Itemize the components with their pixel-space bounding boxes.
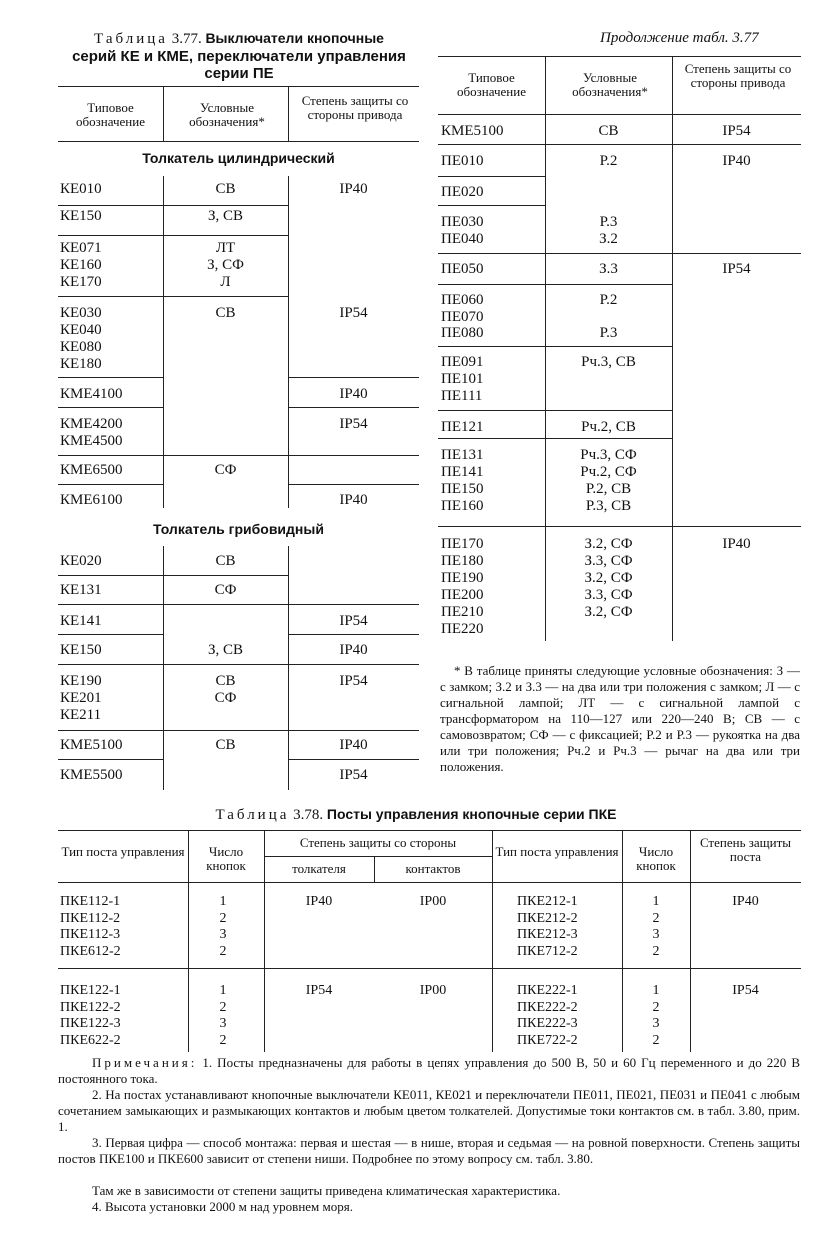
post-type: ПКЕ112-2: [60, 910, 121, 926]
row-symbol: ЛТ: [215, 240, 236, 256]
row-symbol: СВ: [598, 123, 619, 139]
post-type: ПКЕ612-2: [60, 943, 121, 959]
row-type: ПЕ060: [441, 292, 484, 308]
row-divider: [545, 144, 672, 145]
row-symbol: Р.3, СВ: [585, 498, 632, 514]
post-type: ПКЕ722-2: [517, 1032, 578, 1048]
row-divider: [58, 205, 163, 206]
button-count: 3: [219, 927, 227, 943]
header-protection-group: Степень защиты со стороны: [299, 835, 457, 850]
caption-title-2: серий КЕ и КМЕ, переключатели управления: [72, 48, 406, 65]
row-symbol: Л: [220, 274, 231, 290]
contacts-protection: IP00: [419, 894, 447, 909]
row-symbol: Рч.2, СВ: [581, 419, 636, 435]
row-divider: [58, 377, 163, 378]
row-protection: IP54: [339, 673, 368, 689]
row-divider: [58, 296, 163, 297]
row-divider: [438, 205, 545, 206]
footnote: * В таблице приняты следующие условные обозначения: З — с замком; З.2 и З.3 — на два или три положения с замком; Л — с сигнальной лампой; ЛТ — с сигнальной лампой с трансформатором на 110—127 или 220—240 В; СВ — с самовозвратом; СФ — с фиксацией; Р.2 и Р.3 — рукоятка на два или три положения; Рч.2 и Рч.3 — рычаг на два или три положения.: [440, 663, 800, 774]
caption-word-78: Таблица: [215, 807, 290, 823]
section-cylindrical: Толкатель цилиндрический: [142, 150, 335, 166]
row-divider: [545, 346, 672, 347]
row-type: КЕ020: [60, 553, 102, 569]
row-divider: [163, 205, 288, 206]
caption-title-1: Выключатели кнопочные: [205, 30, 384, 46]
row-divider: [288, 759, 419, 760]
row-symbol: СФ: [214, 690, 237, 706]
row-type: ПЕ200: [441, 587, 484, 603]
row-divider: [438, 144, 545, 145]
row-type: ПЕ141: [441, 464, 484, 480]
button-count: 2: [652, 999, 660, 1015]
note-3: 3. Первая цифра — способ монтажа: первая и шестая — в нише, вторая и седьмая — на ровной поверхности. Степень защиты постов ПКЕ100 и ПКЕ600 зависит от степени ниши. Подробнее по этому вопросу см. табл. 3.80.: [58, 1135, 800, 1166]
row-type: ПЕ150: [441, 481, 484, 497]
table-3-78-caption: [0, 806, 832, 824]
row-divider: [288, 377, 419, 378]
row-type: ПЕ070: [441, 309, 484, 325]
row-symbol: Р.3: [599, 325, 618, 341]
row-type: КЕ150: [60, 208, 102, 224]
row-symbol: Рч.2, СФ: [580, 464, 637, 480]
post-type: ПКЕ112-3: [60, 927, 121, 943]
post-type: ПКЕ212-3: [517, 927, 578, 943]
row-symbol: Рч.3, СВ: [581, 354, 636, 370]
row-type: КЕ010: [60, 181, 102, 197]
header-sub-line: [264, 856, 492, 857]
row-divider: [545, 284, 672, 285]
column-divider: [492, 830, 493, 1052]
row-type: КЕ080: [60, 339, 102, 355]
row-symbol: СФ: [214, 462, 237, 478]
caption-number-78: 3.78.: [293, 807, 324, 823]
row-type: КМЕ5100: [441, 123, 504, 139]
row-type: ПЕ010: [441, 153, 484, 169]
post-type: ПКЕ222-3: [517, 1016, 578, 1032]
row-type: ПЕ190: [441, 570, 484, 586]
row-divider: [438, 253, 545, 254]
row-type: КЕ071: [60, 240, 102, 256]
button-count: 2: [652, 943, 660, 959]
row-type: КЕ180: [60, 356, 102, 372]
post-type: ПКЕ222-2: [517, 999, 578, 1015]
header-post-protection: Степень защиты поста: [699, 835, 792, 864]
row-divider: [438, 176, 545, 177]
row-symbol: Рч.3, СФ: [580, 447, 637, 463]
row-type: КЕ150: [60, 642, 102, 658]
button-count: 1: [652, 983, 660, 998]
row-protection: IP54: [339, 613, 368, 629]
row-divider: [288, 634, 419, 635]
row-protection: IP40: [722, 536, 751, 552]
row-type: КМЕ4200: [60, 416, 123, 432]
row-divider: [545, 410, 672, 411]
row-type: КЕ131: [60, 582, 102, 598]
header-buttons-2: Число кнопок: [636, 844, 676, 873]
button-count: 2: [219, 999, 227, 1015]
row-symbol: СВ: [215, 305, 236, 321]
row-divider: [58, 664, 163, 665]
row-protection: IP54: [339, 416, 368, 432]
section-mushroom: Толкатель грибовидный: [153, 521, 324, 537]
row-type: КЕ201: [60, 690, 102, 706]
row-divider: [545, 253, 672, 254]
button-count: 1: [219, 894, 227, 909]
row-divider: [163, 575, 288, 576]
button-count: 3: [652, 1016, 660, 1032]
row-divider: [438, 526, 545, 527]
right-header-type: Типовое обозначение: [457, 70, 526, 99]
row-type: КМЕ6500: [60, 462, 123, 478]
row-divider: [163, 296, 288, 297]
row-symbol: СФ: [214, 582, 237, 598]
note-3b: Там же в зависимости от степени защиты приведена климатическая характеристика.: [92, 1183, 561, 1198]
row-divider: [58, 407, 163, 408]
button-count: 3: [652, 927, 660, 943]
row-type: КЕ141: [60, 613, 102, 629]
row-divider: [438, 284, 545, 285]
row-type: КМЕ4500: [60, 433, 123, 449]
row-divider: [672, 144, 801, 145]
row-divider: [163, 730, 288, 731]
row-symbol: З.3, СФ: [584, 587, 633, 603]
button-count: 1: [652, 894, 660, 909]
header-pusher: толкателя: [292, 861, 346, 876]
row-type: ПЕ170: [441, 536, 484, 552]
row-symbol: Р.2, СВ: [585, 481, 632, 497]
pusher-protection: IP40: [305, 894, 333, 909]
post-type: ПКЕ212-2: [517, 910, 578, 926]
note-2: 2. На постах устанавливают кнопочные выключатели КЕ011, КЕ021 и переключатели ПЕ011, ПЕ021, ПЕ031 и ПЕ041 с любым сочетанием замыкающих и размыкающих контактов и любым цветом толкателей. Допустимые токи контактов см. в табл. 3.80, прим. 1.: [58, 1087, 800, 1134]
post-type: ПКЕ222-1: [517, 983, 578, 998]
row-type: КМЕ6100: [60, 492, 123, 508]
row-type: КМЕ4100: [60, 386, 123, 402]
row-symbol: З, СВ: [207, 208, 244, 224]
row-symbol: СВ: [215, 181, 236, 197]
header-type: Типовое обозначение: [76, 100, 145, 129]
row-symbol: Р.3: [599, 214, 618, 230]
row-type: ПЕ210: [441, 604, 484, 620]
row-divider: [58, 484, 163, 485]
caption-word: Таблица: [94, 31, 168, 47]
row-type: КЕ190: [60, 673, 102, 689]
row-symbol: З.2, СФ: [584, 570, 633, 586]
row-symbol: З, СВ: [207, 642, 244, 658]
row-type: ПЕ040: [441, 231, 484, 247]
row-divider: [438, 346, 545, 347]
header-protection: Степень защиты со стороны привода: [301, 93, 409, 122]
row-divider: [163, 455, 288, 456]
header-buttons: Число кнопок: [206, 844, 246, 873]
row-divider: [545, 438, 672, 439]
row-symbol: З.3, СФ: [584, 553, 633, 569]
row-divider: [58, 634, 163, 635]
note-1: [58, 1055, 800, 1087]
row-type: ПЕ080: [441, 325, 484, 341]
post-type: ПКЕ122-1: [60, 983, 121, 998]
row-divider: [672, 526, 801, 527]
table-3-77-caption: [58, 30, 420, 82]
post-type: ПКЕ112-1: [60, 894, 121, 909]
row-type: ПЕ220: [441, 621, 484, 637]
row-divider: [288, 484, 419, 485]
row-type: ПЕ091: [441, 354, 484, 370]
right-header-protection: Степень защиты со стороны привода: [684, 61, 792, 90]
post-type: ПКЕ122-3: [60, 1016, 121, 1032]
column-divider: [163, 176, 164, 508]
row-protection: IP40: [339, 181, 368, 197]
row-divider: [438, 438, 545, 439]
row-divider: [58, 235, 163, 236]
post-protection: IP40: [732, 894, 759, 909]
row-type: КМЕ5500: [60, 767, 123, 783]
button-count: 2: [219, 1032, 227, 1048]
row-divider: [163, 604, 288, 605]
row-symbol: З, СФ: [207, 257, 244, 273]
right-header-symbols: Условные обозначения*: [572, 70, 648, 99]
row-protection: IP54: [722, 123, 751, 139]
button-count: 3: [219, 1016, 227, 1032]
row-type: ПЕ131: [441, 447, 484, 463]
row-divider: [288, 664, 419, 665]
row-symbol: З.2, СФ: [584, 536, 633, 552]
button-count: 1: [219, 983, 227, 998]
row-symbol: СВ: [215, 737, 236, 753]
post-type: ПКЕ122-2: [60, 999, 121, 1015]
row-symbol: Р.2: [599, 153, 618, 169]
header-symbols: Условные обозначения*: [189, 100, 265, 129]
post-type: ПКЕ212-1: [517, 894, 578, 909]
column-divider: [288, 176, 289, 508]
button-count: 2: [652, 910, 660, 926]
row-type: ПЕ050: [441, 261, 484, 277]
row-divider: [288, 455, 419, 456]
row-divider: [545, 526, 672, 527]
row-symbol: СВ: [215, 673, 236, 689]
row-symbol: З.2: [599, 231, 618, 247]
caption-title-3: серии ПЕ: [204, 65, 274, 82]
row-protection: IP40: [339, 642, 368, 658]
row-divider: [288, 604, 419, 605]
post-type: ПКЕ712-2: [517, 943, 578, 959]
row-type: ПЕ160: [441, 498, 484, 514]
notes-label: Примечания:: [92, 1055, 198, 1070]
caption-title-78: Посты управления кнопочные серии ПКЕ: [326, 806, 617, 822]
row-divider: [58, 455, 163, 456]
row-symbol: З.2, СФ: [584, 604, 633, 620]
row-type: ПЕ121: [441, 419, 484, 435]
continuation-label: Продолжение табл. 3.77: [600, 30, 759, 46]
column-divider: [672, 114, 673, 641]
header-post-type: Тип поста управления: [61, 844, 185, 859]
note-4: 4. Высота установки 2000 м над уровнем моря.: [92, 1199, 353, 1214]
note-1-text: 1. Посты предназначены для работы в цепях управления до 500 В, 50 и 60 Гц переменного и до 220 В постоянного тока.: [58, 1055, 800, 1086]
row-symbol: З.3: [599, 261, 618, 277]
row-type: ПЕ030: [441, 214, 484, 230]
row-symbol: СВ: [215, 553, 236, 569]
post-type: ПКЕ622-2: [60, 1032, 121, 1048]
contacts-protection: IP00: [419, 983, 447, 998]
row-protection: IP40: [339, 492, 368, 508]
header-contacts: контактов: [405, 861, 461, 876]
row-type: КМЕ5100: [60, 737, 123, 753]
button-count: 2: [219, 910, 227, 926]
row-protection: IP54: [339, 767, 368, 783]
row-type: КЕ211: [60, 707, 102, 723]
row-type: ПЕ111: [441, 388, 483, 404]
row-divider: [58, 575, 163, 576]
button-count: 2: [219, 943, 227, 959]
row-divider: [58, 604, 163, 605]
row-divider: [672, 253, 801, 254]
pusher-protection: IP54: [305, 983, 333, 998]
row-divider: [288, 730, 419, 731]
row-divider: [58, 759, 163, 760]
row-divider: [438, 410, 545, 411]
row-protection: IP40: [339, 737, 368, 753]
row-divider: [58, 730, 163, 731]
header-post-type-2: Тип поста управления: [495, 844, 619, 859]
row-divider: [288, 407, 419, 408]
row-type: КЕ170: [60, 274, 102, 290]
row-protection: IP40: [722, 153, 751, 169]
row-type: ПЕ101: [441, 371, 484, 387]
row-type: КЕ030: [60, 305, 102, 321]
row-type: ПЕ180: [441, 553, 484, 569]
row-protection: IP54: [722, 261, 751, 277]
post-protection: IP54: [732, 983, 759, 998]
row-type: КЕ040: [60, 322, 102, 338]
row-protection: IP54: [339, 305, 368, 321]
button-count: 2: [652, 1032, 660, 1048]
row-symbol: Р.2: [599, 292, 618, 308]
row-protection: IP40: [339, 386, 368, 402]
row-type: КЕ160: [60, 257, 102, 273]
caption-number: 3.77.: [171, 31, 202, 47]
row-type: ПЕ020: [441, 184, 484, 200]
row-divider: [163, 235, 288, 236]
row-divider: [163, 664, 288, 665]
